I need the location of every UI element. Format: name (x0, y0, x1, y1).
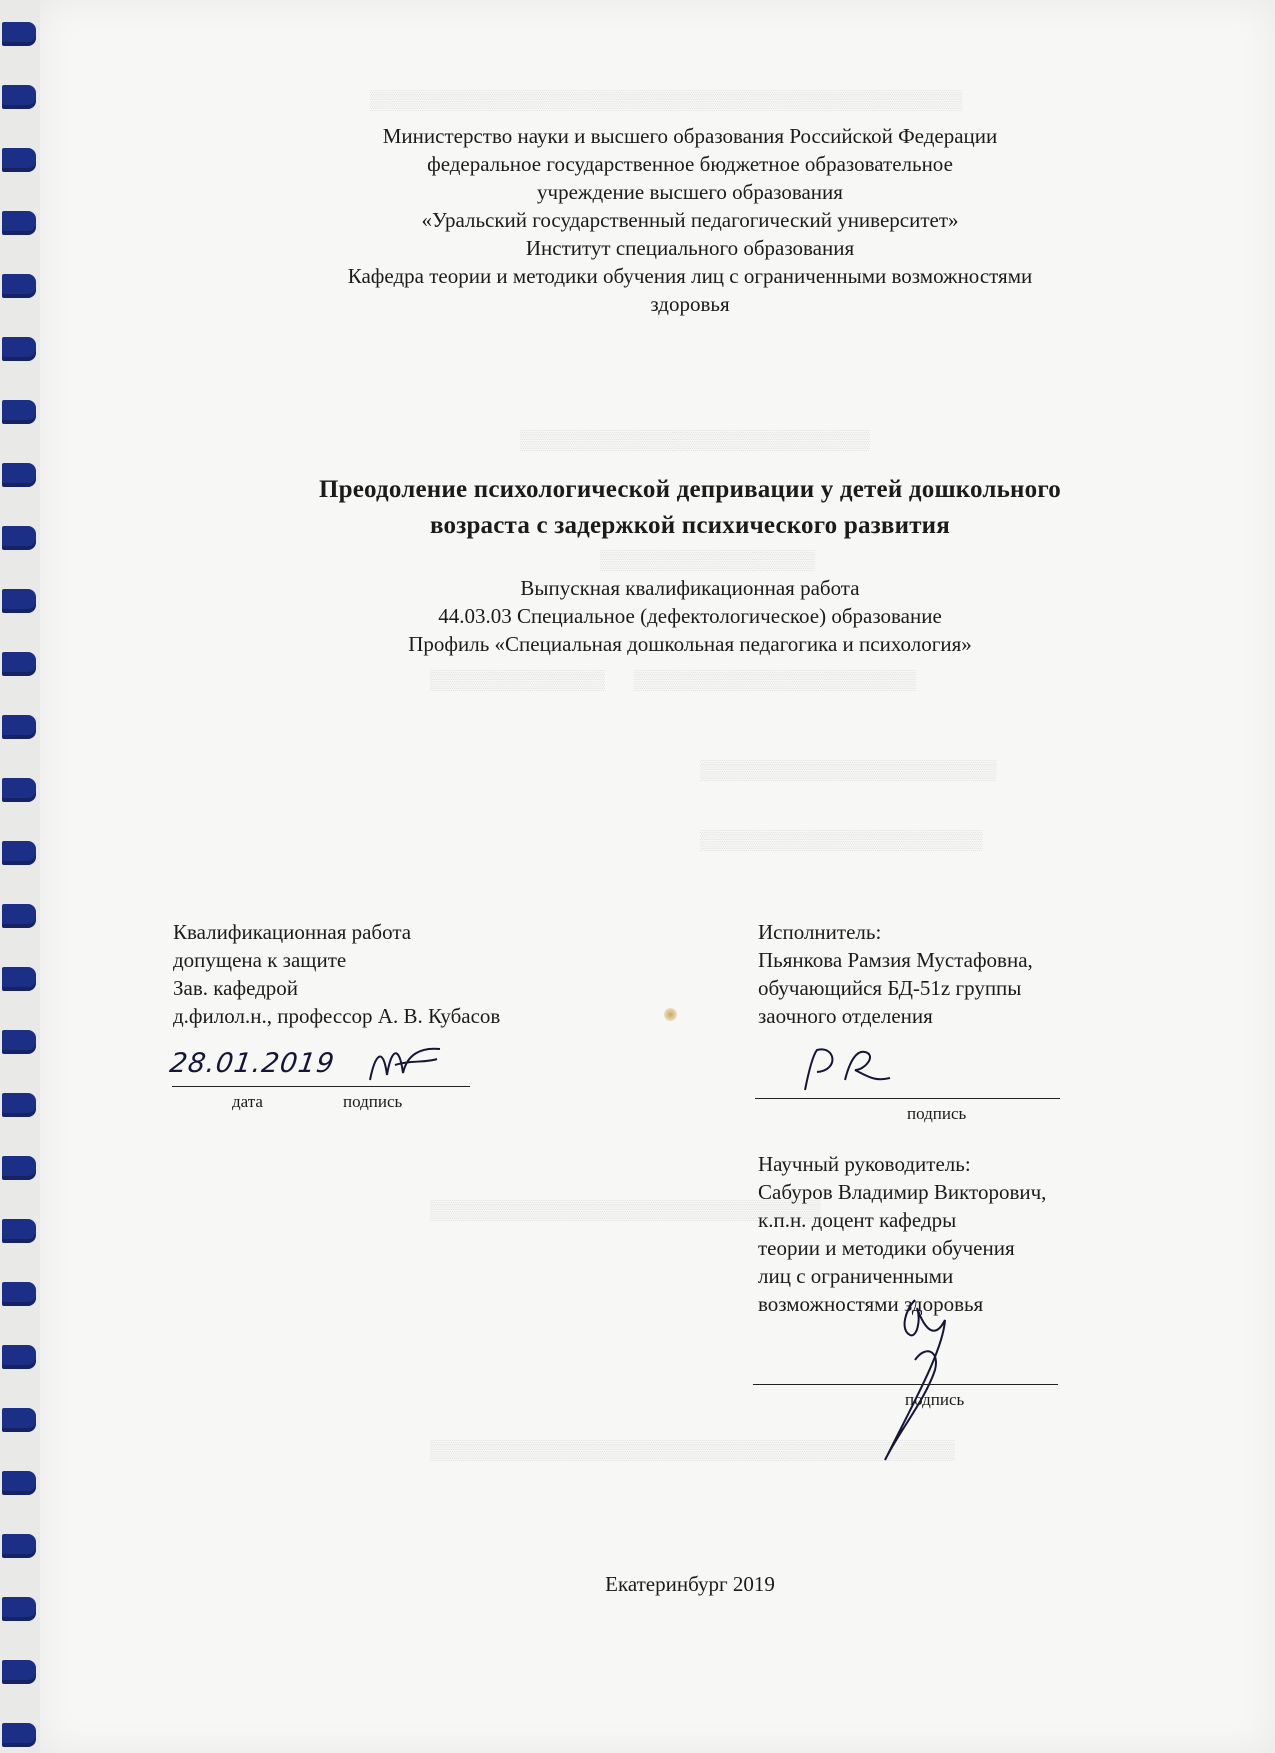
binding-ring (2, 1219, 36, 1243)
header-line: здоровья (650, 292, 730, 316)
admission-line: допущена к защите (173, 948, 347, 972)
binding-ring (2, 904, 36, 928)
admission-signature-line (172, 1086, 470, 1087)
admission-line: д.филол.н., профессор А. В. Кубасов (173, 1004, 501, 1028)
binding-ring (2, 337, 36, 361)
binding-ring (2, 1723, 36, 1747)
specialty: 44.03.03 Специальное (дефектологическое) образование (438, 604, 942, 628)
title-line: возраста с задержкой психического развития (429, 512, 951, 539)
binding-ring (2, 1345, 36, 1369)
executor-line: обучающийся БД-51z группы (758, 976, 1022, 1000)
bleed-through: ▒▒▒▒▒▒▒▒▒▒▒▒▒▒▒▒ (600, 550, 816, 571)
binding-ring (2, 400, 36, 424)
header-line: «Уральский государственный педагогический университет» (421, 208, 959, 232)
binding-ring (2, 589, 36, 613)
bleed-through: ▒▒▒▒▒▒▒▒▒▒▒▒▒▒▒▒▒▒▒▒▒ (700, 830, 983, 851)
executor-signature (795, 1040, 915, 1100)
header-line: федеральное государственное бюджетное образовательное (427, 152, 953, 176)
binding-ring (2, 148, 36, 172)
title-line: Преодоление психологической депривации у детей дошкольного (319, 476, 1061, 503)
executor-signature-line (755, 1098, 1060, 1099)
bleed-through: ▒▒▒▒▒▒▒▒▒▒▒▒▒▒▒▒▒▒▒▒▒▒▒▒▒▒▒▒▒▒▒▒▒▒▒▒▒▒▒ (430, 1440, 955, 1461)
profile: Профиль «Специальная дошкольная педагогика и психология» (408, 632, 972, 656)
binding-ring (2, 1156, 36, 1180)
binding-ring (2, 211, 36, 235)
binding-ring (2, 715, 36, 739)
binding-ring (2, 1597, 36, 1621)
admission-block (173, 918, 500, 1030)
binding-ring (2, 526, 36, 550)
binding-ring (2, 274, 36, 298)
binding-ring (2, 1030, 36, 1054)
header-line: Кафедра теории и методики обучения лиц с ограниченными возможностями (347, 264, 1033, 288)
admission-line: Зав. кафедрой (173, 976, 299, 1000)
supervisor-line: к.п.н. доцент кафедры (758, 1208, 957, 1232)
paper-stain (664, 1008, 677, 1021)
supervisor-signature-line (753, 1384, 1058, 1385)
binding-ring (2, 1408, 36, 1432)
bleed-through: ▒▒▒▒▒▒▒▒▒▒▒▒▒ ▒▒▒▒▒▒▒▒▒▒▒▒▒▒▒▒▒▒▒▒▒ (430, 670, 917, 691)
supervisor-line: Научный руководитель: (758, 1152, 971, 1176)
binding-ring (2, 778, 36, 802)
bleed-through: ▒▒▒▒▒▒▒▒▒▒▒▒▒▒▒▒▒▒▒▒▒▒▒▒▒▒ (520, 430, 870, 451)
handwritten-date: 28.01.2019 (167, 1048, 337, 1079)
work-type: Выпускная квалификационная работа (520, 576, 860, 600)
executor-line: Исполнитель: (758, 920, 882, 944)
signature-caption: подпись (343, 1092, 403, 1111)
binding-ring (2, 967, 36, 991)
signature-caption: подпись (907, 1104, 967, 1123)
binding-ring (2, 22, 36, 46)
executor-line: заочного отделения (758, 1004, 933, 1028)
thesis-title (140, 472, 1240, 544)
executor-line: Пьянкова Рамзия Мустафовна, (758, 948, 1033, 972)
binding-ring (2, 1660, 36, 1684)
binding-ring (2, 1282, 36, 1306)
institution-header (140, 122, 1240, 318)
executor-block (758, 918, 1033, 1030)
date-caption: дата (232, 1092, 263, 1111)
binding-ring (2, 1093, 36, 1117)
supervisor-line: теории и методики обучения (758, 1236, 1015, 1260)
binding-ring (2, 652, 36, 676)
binding-ring (2, 841, 36, 865)
supervisor-line: лиц с ограниченными (758, 1264, 954, 1288)
binding-ring (2, 1471, 36, 1495)
admission-line: Квалификационная работа (173, 920, 412, 944)
bleed-through: ▒▒▒▒▒▒▒▒▒▒▒▒▒▒▒▒▒▒▒▒▒▒▒▒▒▒▒▒▒▒▒▒▒▒▒▒▒▒▒▒▒▒▒▒ (370, 90, 963, 111)
signature-caption: подпись (905, 1390, 965, 1409)
thesis-subtitle (140, 574, 1240, 658)
supervisor-line: возможностями здоровья (758, 1292, 984, 1316)
city-year: Екатеринбург 2019 (605, 1572, 775, 1596)
binding-ring (2, 463, 36, 487)
header-line: Институт специального образования (525, 236, 855, 260)
bleed-through: ▒▒▒▒▒▒▒▒▒▒▒▒▒▒▒▒▒▒▒▒▒▒▒▒▒▒▒▒▒ (430, 1200, 821, 1221)
bleed-through: ▒▒▒▒▒▒▒▒▒▒▒▒▒▒▒▒▒▒▒▒▒▒ (700, 760, 997, 781)
binding-ring (2, 1534, 36, 1558)
binding-ring (2, 85, 36, 109)
header-line: Министерство науки и высшего образования Российской Федерации (382, 124, 998, 148)
header-line: учреждение высшего образования (537, 180, 843, 204)
supervisor-line: Сабуров Владимир Викторович, (758, 1180, 1047, 1204)
supervisor-signature (855, 1290, 975, 1470)
